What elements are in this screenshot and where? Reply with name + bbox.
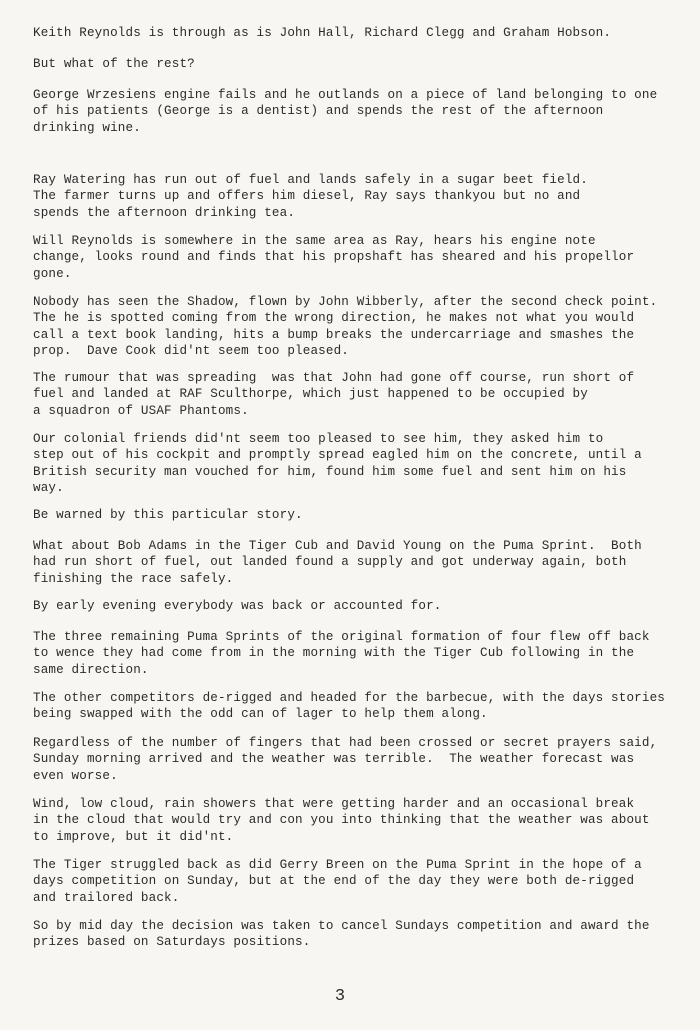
paragraph-bob-adams: What about Bob Adams in the Tiger Cub and David Young on the Puma Sprint. Both had run short of fuel, out landed found a supply and got underway again, both finishing the race safely. <box>33 539 642 586</box>
paragraph-colonial-friends: Our colonial friends did'nt seem too pleased to see him, they asked him to step out of his cockpit and promptly spread eagled him on the concrete, until a British security man vouched for him, found him some fuel and sent him on his way. <box>33 432 642 496</box>
paragraph-ray: Ray Watering has run out of fuel and lands safely in a sugar beet field. The farmer turns up and offers him diesel, Ray says thankyou but no and spends the afternoon drinking tea. <box>33 173 588 220</box>
paragraph-barbecue: The other competitors de-rigged and headed for the barbecue, with the days stories being swapped with the odd can of lager to help them along. <box>33 691 666 722</box>
paragraph-question: But what of the rest? <box>33 57 195 71</box>
paragraph-low-cloud: Wind, low cloud, rain showers that were getting harder and an occasional break in the cloud that would try and con you into thinking that the weather was about to improve, but it did'nt. <box>33 797 650 844</box>
paragraph-george: George Wrzesiens engine fails and he outlands on a piece of land belonging to one of his patients (George is a dentist) and spends the rest of the afternoon drinking wine. <box>33 88 658 135</box>
paragraph-decision: So by mid day the decision was taken to cancel Sundays competition and award the prizes based on Saturdays positions. <box>33 919 650 950</box>
paragraph-puma-sprints: The three remaining Puma Sprints of the original formation of four flew off back to wence they had come from in the morning with the Tiger Cub following in the same direction. <box>33 630 650 677</box>
paragraph-shadow: Nobody has seen the Shadow, flown by John Wibberly, after the second check point. The he is spotted coming from the wrong direction, he makes not what you would call a text book landing, hits a bump breaks the undercarriage and smashes the prop. Dave Cook did'nt seem too pleased. <box>33 295 658 359</box>
paragraph-tiger: The Tiger struggled back as did Gerry Breen on the Puma Sprint in the hope of a days competition on Sunday, but at the end of the day they were both de-rigged and trailored back. <box>33 858 642 905</box>
paragraph-sunday-weather: Regardless of the number of fingers that had been crossed or secret prayers said, Sunday morning arrived and the weather was terrible. The weather forecast was even worse. <box>33 736 658 783</box>
paragraph-qualifiers: Keith Reynolds is through as is John Hall, Richard Clegg and Graham Hobson. <box>33 26 612 40</box>
paragraph-warning: Be warned by this particular story. <box>33 508 303 522</box>
paragraph-rumour: The rumour that was spreading was that John had gone off course, run short of fuel and landed at RAF Sculthorpe, which just happened to be occupied by a squadron of USAF Phantoms. <box>33 371 635 418</box>
paragraph-will: Will Reynolds is somewhere in the same area as Ray, hears his engine note change, looks round and finds that his propshaft has sheared and his propellor gone. <box>33 234 635 281</box>
paragraph-evening: By early evening everybody was back or accounted for. <box>33 599 442 613</box>
page-number: 3 <box>334 987 346 1006</box>
